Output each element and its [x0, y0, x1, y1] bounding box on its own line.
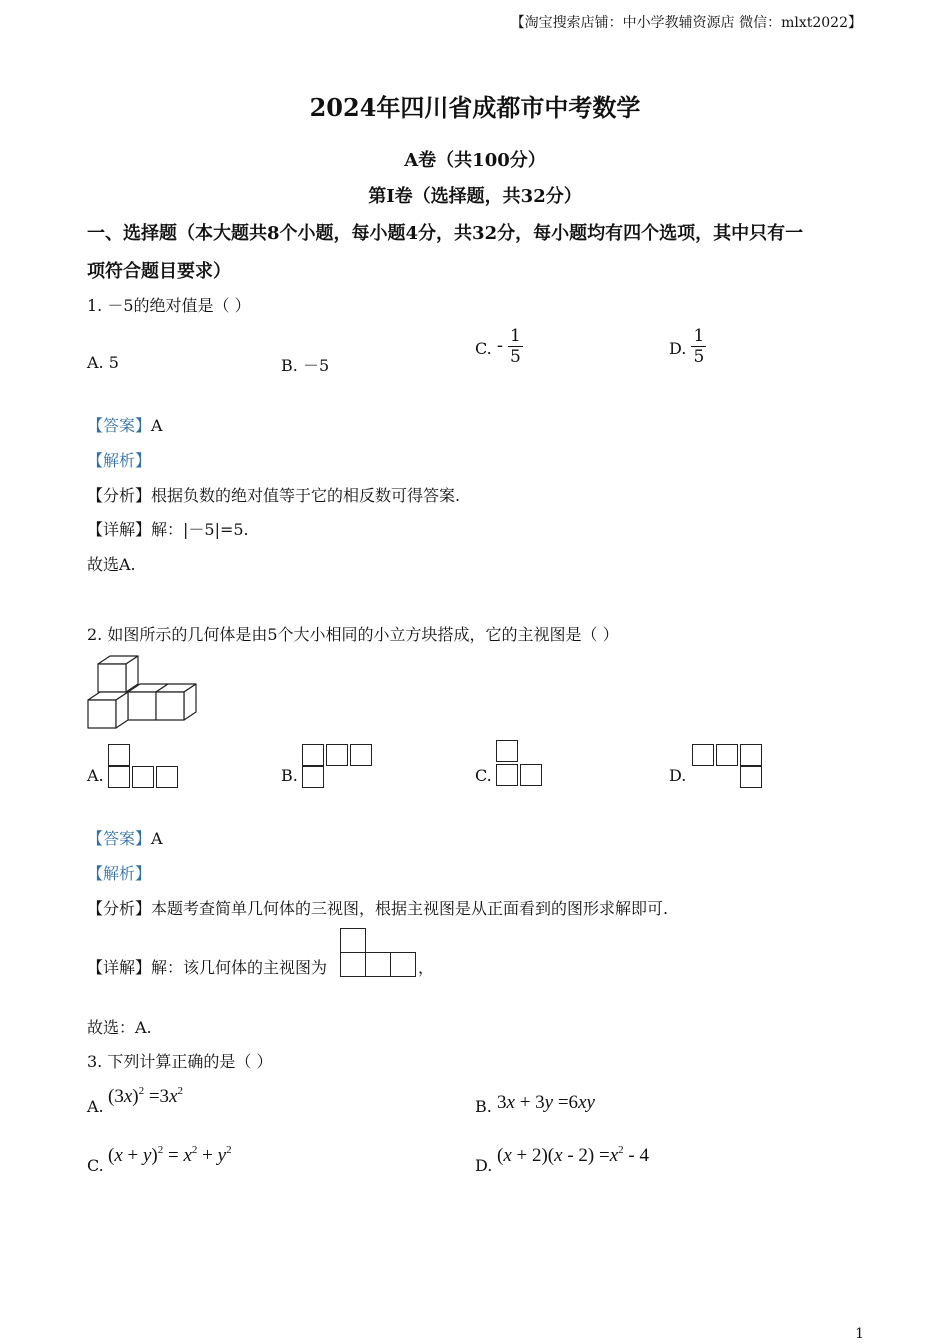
square [156, 766, 178, 788]
q1-option-c-denominator: 5 [510, 347, 521, 367]
q1-option-c-fraction [508, 326, 523, 367]
square [108, 766, 130, 788]
square [302, 744, 324, 766]
q2-option-c-label: C. [475, 766, 492, 785]
square [365, 952, 391, 977]
q1-option-d-fraction [691, 326, 706, 367]
section-a-heading: A卷（共100分） [404, 150, 546, 171]
q3-option-c-formula: $(x + y)^2 = x^2 + y^2$ [108, 1144, 232, 1166]
q2-fenxi: 【分析】本题考查简单几何体的三视图，根据主视图是从正面看到的图形求解即可. [87, 899, 669, 918]
section-1-heading: 第I卷（选择题，共32分） [368, 186, 582, 207]
q1-answer-tag: 【答案】 [87, 416, 152, 435]
q3-option-d-formula: $(x + 2)(x - 2) =x^2 - 4$ [497, 1144, 649, 1166]
q2-option-b-label: B. [281, 766, 298, 785]
q1-answer [87, 413, 163, 436]
part-heading-line2: 项符合题目要求） [87, 261, 231, 282]
q2-analysis-tag: 【解析】 [87, 864, 152, 883]
square [740, 744, 762, 766]
cube-top-front [98, 664, 126, 692]
square [496, 764, 518, 786]
square [302, 766, 324, 788]
q1-detail: 【详解】解：|－5|=5. [87, 520, 249, 539]
q3-option-d-label: D. [475, 1156, 493, 1175]
q1-option-b-label: B. [281, 356, 298, 375]
q1-conclusion: 故选A. [87, 555, 136, 574]
square [340, 928, 366, 953]
q3-option-b-formula: 3x + 3y =6xy [497, 1092, 595, 1113]
cube-mid-front [128, 692, 156, 720]
q2-option-d-figure [692, 744, 764, 790]
q1-option-c-numerator: 1 [510, 326, 521, 346]
q1-fenxi: 【分析】根据负数的绝对值等于它的相反数可得答案. [87, 486, 461, 505]
q1-option-d-numerator: 1 [693, 326, 705, 346]
q1-option-a [87, 353, 119, 372]
q2-option-c-figure [496, 740, 548, 790]
square [740, 766, 762, 788]
q1-option-b [281, 353, 329, 376]
square [520, 764, 542, 786]
cube-right-front [156, 692, 184, 720]
q2-detail: 【详解】解：该几何体的主视图为 [87, 958, 328, 977]
q2-conclusion: 故选：A. [87, 1018, 152, 1037]
q1-option-d [669, 326, 706, 367]
square [340, 952, 366, 977]
square [716, 744, 738, 766]
q1-option-b-text: －5 [302, 356, 330, 375]
q1-option-c-sign: - [496, 335, 503, 356]
q2-option-b-figure [302, 744, 374, 790]
q1-analysis-tag: 【解析】 [87, 451, 152, 470]
q3-option-b-label: B. [475, 1097, 492, 1116]
q2-detail-figure [340, 928, 418, 980]
q1-option-d-label: D. [669, 339, 687, 358]
q1-option-c-label: C. [475, 339, 492, 358]
part-heading-line1: 一、选择题（本大题共8个小题，每小题4分，共32分，每小题均有四个选项，其中只有一 [87, 223, 804, 244]
q2-stem: 2. 如图所示的几何体是由5个大小相同的小立方块搭成，它的主视图是（ ） [87, 625, 619, 644]
q1-option-c [475, 326, 523, 367]
q2-answer-tag: 【答案】 [87, 829, 152, 848]
q1-stem: 1. －5的绝对值是（ ） [87, 296, 251, 315]
square [496, 740, 518, 762]
square [692, 744, 714, 766]
q3-option-c-label: C. [87, 1156, 104, 1175]
q3-option-a-formula: $(3x)^2 =3x^2$ [108, 1085, 183, 1107]
q1-option-d-denominator: 5 [693, 347, 705, 367]
q2-option-a-figure [108, 744, 180, 790]
square [326, 744, 348, 766]
square [108, 744, 130, 766]
q2-solid-figure [86, 652, 198, 732]
square [132, 766, 154, 788]
q1-option-a-label: A. [87, 353, 104, 372]
q2-answer [87, 826, 163, 849]
q1-option-a-text: 5 [108, 353, 119, 372]
square [390, 952, 416, 977]
cube-left-front [88, 700, 116, 728]
q3-stem: 3. 下列计算正确的是（ ） [87, 1052, 273, 1071]
q3-option-a-label: A. [87, 1097, 104, 1116]
square [350, 744, 372, 766]
q2-option-d-label: D. [669, 766, 687, 785]
page-number: 1 [855, 1326, 864, 1342]
q2-detail-end: ， [418, 958, 435, 977]
q2-answer-value: A [151, 829, 163, 848]
q2-option-a-label: A. [87, 766, 104, 785]
q1-answer-value: A [151, 416, 163, 435]
header-shop-note: 【淘宝搜索店铺：中小学教辅资源店 微信：mlxt2022】 [510, 15, 862, 31]
page-title: 2024年四川省成都市中考数学 [309, 93, 641, 122]
